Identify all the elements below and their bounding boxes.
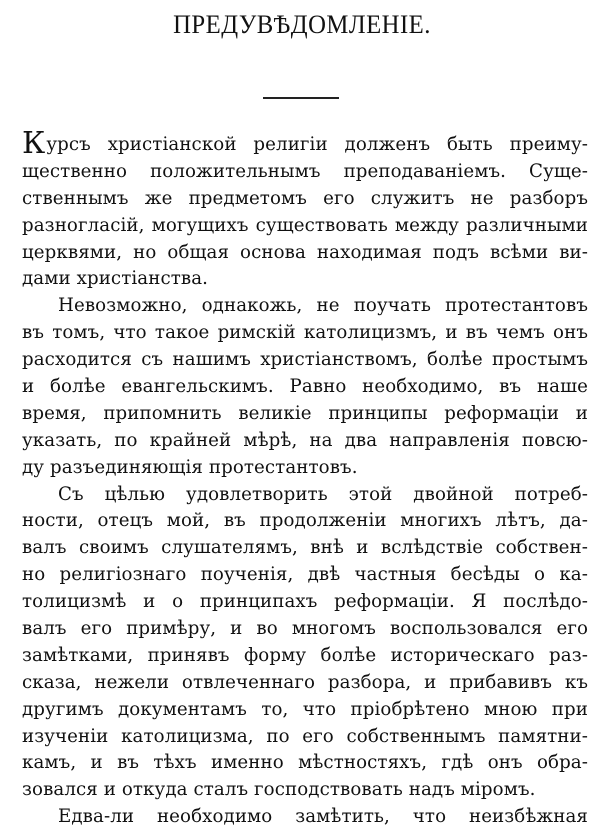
- page-title: ПРЕДУВѢДОМЛЕНІЕ.: [173, 10, 431, 39]
- text-line: щественно положительнымъ преподаваніемъ. Суще-: [22, 160, 588, 182]
- text-line: разногласій, могущихъ существовать между различными: [22, 214, 588, 236]
- text-line: ду разъединяющія протестантовъ.: [22, 456, 358, 478]
- text-line: время, припомнить великіе принципы реформаціи и: [22, 402, 588, 424]
- text-line: Едва-ли необходимо замѣтить, что неизбѣжная: [58, 806, 588, 828]
- initial-letter: К: [22, 126, 46, 161]
- text-line: ственнымъ же предметомъ его служитъ не разборъ: [22, 187, 588, 209]
- text-line: дами христіанства.: [22, 268, 209, 290]
- text-line: изученіи католицизма, по его собственнымъ памятни-: [22, 725, 588, 747]
- text-line: указать, по крайней мѣрѣ, на два направленія повсю-: [22, 429, 588, 451]
- text-line: Курсъ христіанской религіи долженъ быть преиму-: [22, 126, 588, 161]
- text-line: расходится съ нашимъ христіанствомъ, болѣе простымъ: [22, 349, 588, 371]
- text-line: сказа, нежели отвлеченнаго разбора, и прибавивъ къ: [22, 671, 588, 693]
- text-line: камъ, и въ тѣхъ именно мѣстностяхъ, гдѣ онъ обра-: [22, 752, 588, 774]
- text-line: толицизмѣ и о принципахъ реформаціи. Я послѣдо-: [22, 591, 588, 613]
- text-line: зовался и откуда сталъ господствовать надъ міромъ.: [22, 779, 536, 801]
- text-line: Съ цѣлью удовлетворить этой двойной потреб-: [58, 483, 588, 505]
- text-line: но религіознаго поученія, двѣ частныя бесѣды о ка-: [22, 564, 588, 586]
- title-divider: [263, 97, 339, 99]
- text-line: и болѣе евангельскимъ. Равно необходимо, въ наше: [22, 376, 588, 398]
- text-line: валъ его примѣру, и во многомъ воспользовался его: [22, 618, 588, 640]
- text-line: ности, отецъ мой, въ продолженіи многихъ лѣтъ, да-: [22, 510, 588, 532]
- text-line: валъ своимъ слушателямъ, внѣ и вслѣдствіе собствен-: [22, 537, 588, 559]
- text-line: замѣтками, принявъ форму болѣе историческаго раз-: [22, 644, 588, 666]
- body-text: [22, 126, 588, 831]
- text-line: церквями, но общая основа находимая подъ всѣми ви-: [22, 241, 588, 263]
- text-line: другимъ документамъ то, что пріобрѣтено мною при: [22, 698, 588, 720]
- text-line: въ томъ, что такое римскій католицизмъ, и въ чемъ онъ: [22, 322, 588, 344]
- text-line: Невозможно, однакожь, не поучать протестантовъ: [58, 295, 588, 317]
